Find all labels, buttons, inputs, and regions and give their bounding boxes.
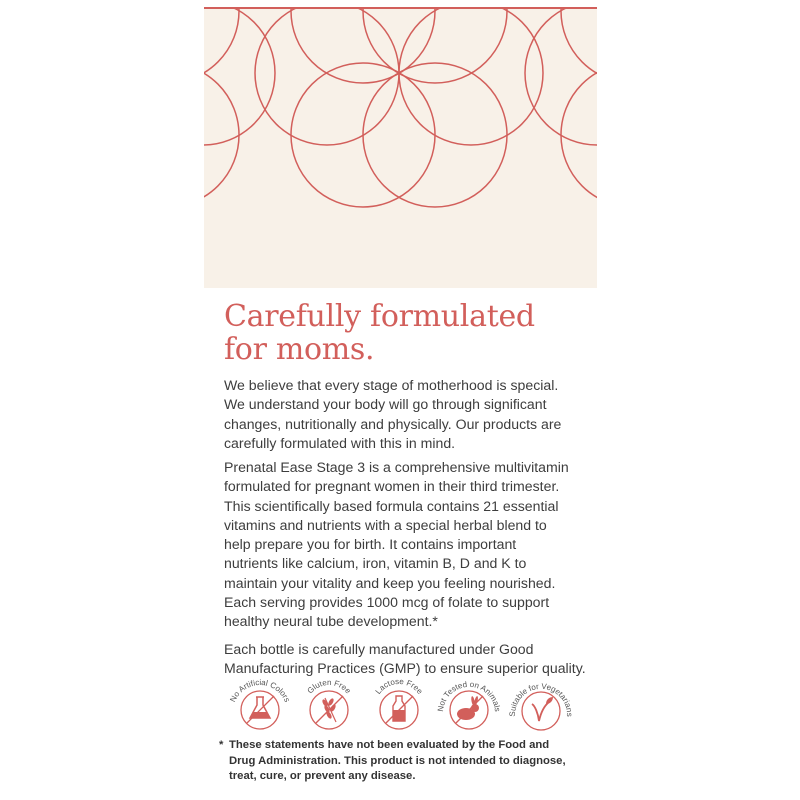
- rabbit-icon: [457, 696, 479, 720]
- text-line: formulated for pregnant women in their third trimester.: [224, 478, 560, 495]
- badge-lactose-free: [362, 668, 436, 738]
- badge-label: Lactose Free: [373, 676, 425, 696]
- disclaimer-line: Drug Administration. This product is not intended to diagnose,: [229, 754, 566, 767]
- badge-suitable-for-vegetarians: [504, 668, 578, 738]
- badge-no-artificial-colors: [223, 668, 297, 738]
- product-description-paragraph: [224, 458, 596, 632]
- headline-block: [224, 300, 594, 366]
- text-line: help prepare you for birth. It contains important: [224, 536, 517, 553]
- vegetarian-v-leaf-icon: [532, 697, 553, 721]
- badge-label: Suitable for Vegetarians: [507, 681, 575, 717]
- flower-of-life-pattern-icon: [204, 0, 597, 288]
- badge-row: [215, 668, 595, 738]
- badge-label: No Artificial Colors: [228, 677, 292, 704]
- milk-bottle-icon: [393, 696, 405, 721]
- headline-line-2: for moms.: [224, 332, 375, 367]
- badge-not-tested-on-animals: [432, 668, 506, 738]
- text-line: Each bottle is carefully manufactured under Good: [224, 641, 534, 657]
- text-line: Prenatal Ease Stage 3 is a comprehensive multivitamin: [224, 459, 569, 475]
- intro-paragraph: [224, 376, 596, 453]
- text-line: changes, nutritionally and physically. Our products are: [224, 415, 562, 432]
- headline-line-1: Carefully formulated: [224, 299, 535, 334]
- text-line: vitamins and nutrients with a special herbal blend to: [224, 516, 547, 533]
- text-line: Each serving provides 1000 mcg of folate to support: [224, 594, 550, 611]
- page-title: [224, 300, 594, 366]
- hero-pattern-panel: [204, 0, 597, 288]
- text-line: carefully formulated with this in mind.: [224, 434, 456, 451]
- badge-gluten-free: [292, 668, 366, 738]
- text-line: We understand your body will go through significant: [224, 396, 547, 413]
- text-line: healthy neural tube development.*: [224, 613, 438, 630]
- disclaimer-line: These statements have not been evaluated by the Food and: [229, 739, 550, 751]
- text-line: maintain your vitality and keep you feeling nourished.: [224, 574, 556, 591]
- badge-label: Not Tested on Animals: [435, 679, 503, 713]
- text-line: Manufacturing Practices (GMP) to ensure superior quality.: [224, 660, 586, 677]
- text-line: We believe that every stage of motherhood is special.: [224, 377, 559, 393]
- fda-disclaimer: [219, 738, 589, 785]
- text-line: nutrients like calcium, iron, vitamin B, D and K to: [224, 555, 527, 572]
- flask-icon: [250, 697, 270, 718]
- badge-label: Gluten Free: [305, 677, 353, 696]
- footnote-asterisk: *: [219, 739, 224, 751]
- disclaimer-line: treat, cure, or prevent any disease.: [229, 770, 416, 783]
- text-line: This scientifically based formula contains 21 essential: [224, 497, 559, 514]
